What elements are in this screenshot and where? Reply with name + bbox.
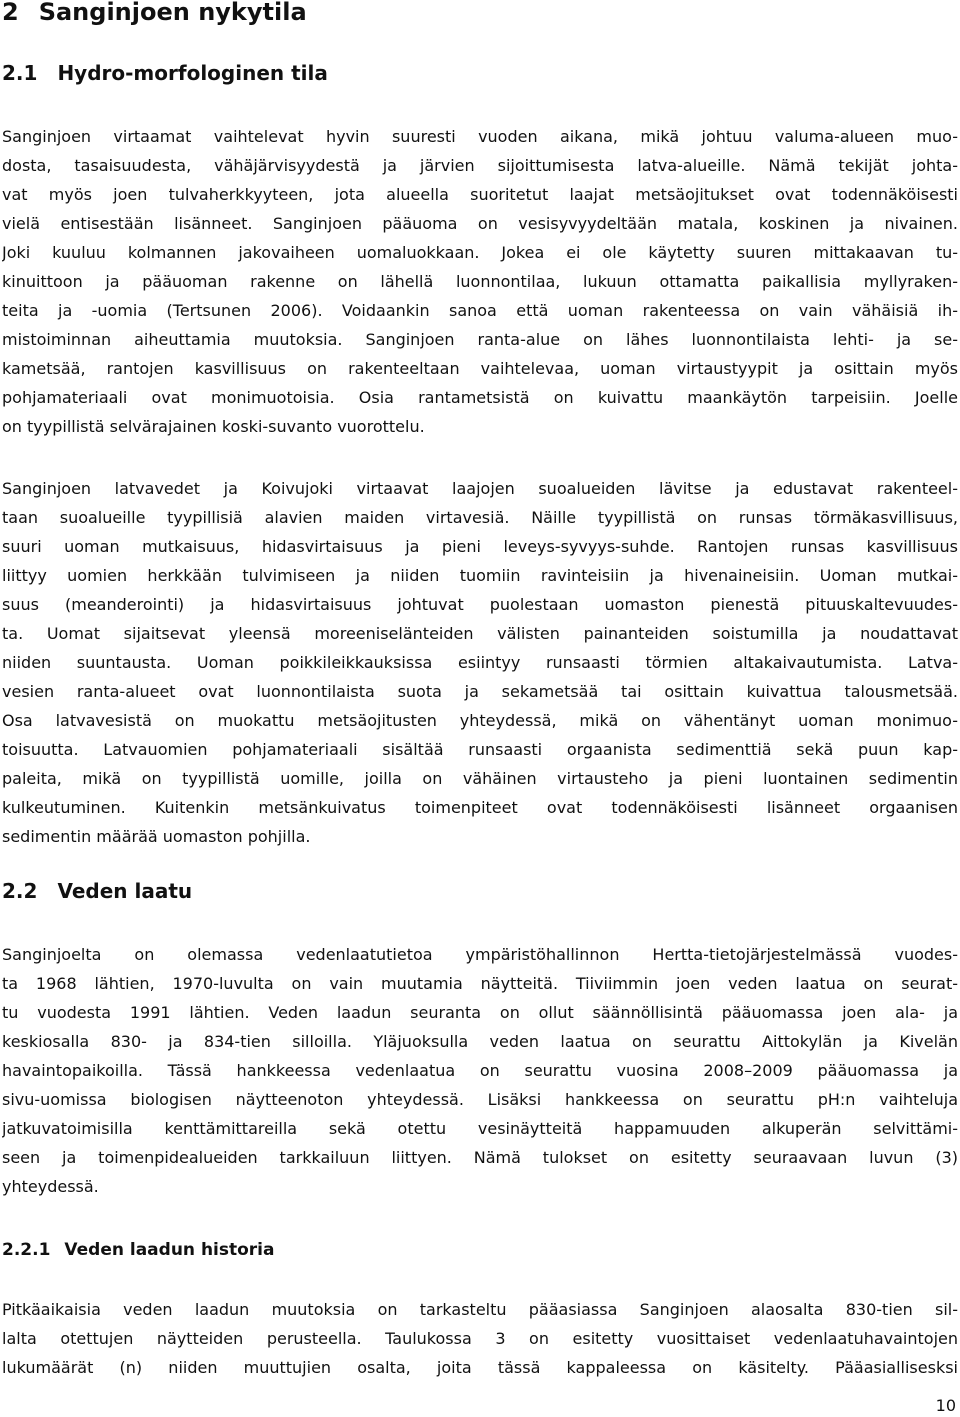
text-line: Sanginjoen virtaamat vaihtelevat hyvin suuresti vuoden aikana, mikä johtuu valuma-alueen muo- <box>2 127 958 146</box>
text-line: lalta otettujen näytteiden perusteella. Taulukossa 3 on esitetty vuosittaiset vedenlaatuhavaintojen <box>2 1329 958 1348</box>
text-line: niiden suuntausta. Uoman poikkileikkauksissa esiintyy runsaasti törmien altakaivautumista. Latva- <box>2 653 958 672</box>
text-line: suuri uoman mutkaisuus, hidasvirtaisuus ja pieni leveys-syvyys-suhde. Rantojen runsas kasvillisuus <box>2 537 958 556</box>
text-line: vat myös joen tulvaherkkyyteen, jota alueella suoritetut laajat metsäojitukset ovat todennäköisesti <box>2 185 958 204</box>
text-line: kulkeutuminen. Kuitenkin metsänkuivatus toimenpiteet ovat todennäköisesti lisänneet orgaanisen <box>2 798 958 817</box>
paragraph-water-quality <box>2 940 958 1201</box>
page-number: 10 <box>935 1396 956 1415</box>
text-line: jatkuvatoimisilla kenttämittareilla sekä otettu vesinäytteitä happamuuden alkuperän selvittämi- <box>2 1119 958 1138</box>
text-line: liittyy uomien herkkään tulvimiseen ja niiden tuomiin ravinteisiin ja hivenaineisiin. Uoman mutkai- <box>2 566 958 585</box>
chapter-title: Sanginjoen nykytila <box>38 0 307 26</box>
chapter-number: 2 <box>2 0 19 26</box>
text-line: Sanginjoen latvavedet ja Koivujoki virtaavat laajojen suoalueiden lävitse ja edustavat rakenteel- <box>2 479 958 498</box>
text-line: ta. Uomat sijaitsevat yleensä moreeniselänteiden välisten painanteiden soistumilla ja noudattavat <box>2 624 958 643</box>
text-line: vielä entisestään lisänneet. Sanginjoen pääuoma on vesisyvyydeltään matala, koskinen ja nivainen. <box>2 214 958 233</box>
text-line: Joki kuuluu kolmannen jakovaiheen uomaluokkaan. Jokea ei ole käytetty suuren mittakaavan tu- <box>2 243 958 262</box>
section-number: 2.2 <box>2 879 38 903</box>
text-line: Sanginjoelta on olemassa vedenlaatutietoa ympäristöhallinnon Hertta-tietojärjestelmässä vuodes- <box>2 945 958 964</box>
text-line: havaintopaikoilla. Tässä hankkeessa vedenlaatua on seurattu vuosina 2008–2009 pääuomassa ja <box>2 1061 958 1080</box>
text-line: taan suoalueille tyypillisiä alavien maiden virtavesiä. Näille tyypillistä on runsas törmäkasvillisuus, <box>2 508 958 527</box>
text-line: kametsää, rantojen kasvillisuus on rakenteeltaan vaihtelevaa, uoman virtaustyypit ja osittain myös <box>2 359 958 378</box>
text-line: pohjamateriaali ovat monimuotoisia. Osia rantametsistä on kuivattu maankäytön tarpeisiin. Joelle <box>2 388 958 407</box>
section-number: 2.1 <box>2 61 38 85</box>
subsection-number: 2.2.1 <box>2 1240 51 1260</box>
text-line: toisuutta. Latvauomien pohjamateriaali sisältää runsaasti orgaanista sedimenttiä sekä puun kap- <box>2 740 958 759</box>
text-line: suus (meanderointi) ja hidasvirtaisuus johtuvat puolestaan uomaston pienestä pituuskaltevuudes- <box>2 595 958 614</box>
text-line: sedimentin määrää uomaston pohjilla. <box>2 827 311 846</box>
section-title: Hydro-morfologinen tila <box>57 61 328 85</box>
text-line: seen ja toimenpidealueiden tarkkailuun liittyen. Nämä tulokset on esitetty seuraavaan luvun (3) <box>2 1148 958 1167</box>
text-line: keskiosalla 830- ja 834-tien silloilla. Yläjuoksulla veden laatua on seurattu Aittokylän ja Kivelän <box>2 1032 958 1051</box>
text-line: mistoiminnan aiheuttamia muutoksia. Sanginjoen ranta-alue on lähes luonnontilaista lehti- ja se- <box>2 330 958 349</box>
text-line: sivu-uomissa biologisen näytteenoton yhteydessä. Lisäksi hankkeessa on seurattu pH:n vaihteluja <box>2 1090 958 1109</box>
text-line: on tyypillistä selvärajainen koski-suvanto vuorottelu. <box>2 417 425 436</box>
chapter-heading <box>2 0 307 30</box>
text-line: kinuittoon ja pääuoman rakenne on lähellä luonnontilaa, lukuun ottamatta paikallisia myllyraken- <box>2 272 958 291</box>
text-line: lukumäärät (n) niiden muuttujien osalta, joita tässä kappaleessa on käsitelty. Pääasiallisesksi <box>2 1358 958 1377</box>
text-line: dosta, tasaisuudesta, vähäjärvisyydestä ja järvien sijoittumisesta latva-alueille. Nämä tekijät johta- <box>2 156 958 175</box>
subsection-heading-2-2-1 <box>2 1237 274 1263</box>
text-line: yhteydessä. <box>2 1177 99 1196</box>
section-title: Veden laatu <box>57 879 193 903</box>
text-line: vesien ranta-alueet ovat luonnontilaista suota ja sekametsää tai osittain kuivattua talousmetsää. <box>2 682 958 701</box>
section-heading-2-1 <box>2 58 328 88</box>
text-line: Osa latvavesistä on muokattu metsäojitusten yhteydessä, mikä on vähentänyt uoman monimuo- <box>2 711 958 730</box>
paragraph-water-quality-history <box>2 1295 958 1382</box>
text-line: Pitkäaikaisia veden laadun muutoksia on tarkasteltu pääasiassa Sanginjoen alaosalta 830-tien sil- <box>2 1300 958 1319</box>
text-line: tu vuodesta 1991 lähtien. Veden laadun seuranta on ollut säännöllisintä pääuomassa joen ala- ja <box>2 1003 958 1022</box>
text-line: ta 1968 lähtien, 1970-luvulta on vain muutamia näytteitä. Tiiviimmin joen veden laatua on seurat- <box>2 974 958 993</box>
subsection-title: Veden laadun historia <box>64 1240 275 1260</box>
text-line: teita ja -uomia (Tertsunen 2006). Voidaankin sanoa että uoman rakenteessa on vain vähäisiä ih- <box>2 301 958 320</box>
section-heading-2-2 <box>2 876 192 906</box>
paragraph-hydromorphology-1 <box>2 122 958 441</box>
text-line: paleita, mikä on tyypillistä uomille, joilla on vähäinen virtausteho ja pieni luontainen sedimentin <box>2 769 958 788</box>
paragraph-hydromorphology-2 <box>2 474 958 851</box>
